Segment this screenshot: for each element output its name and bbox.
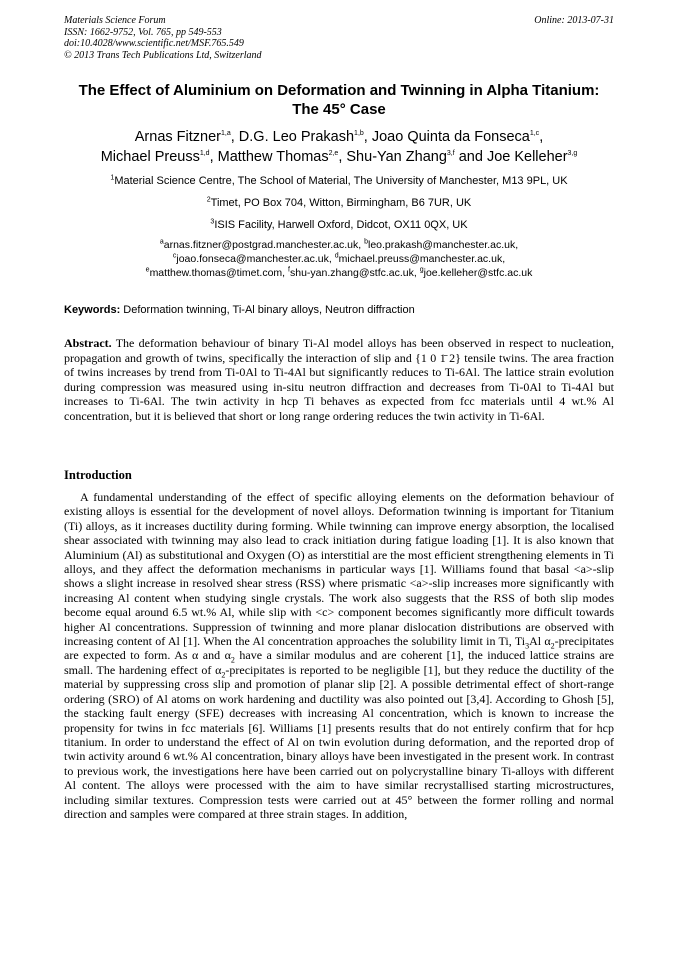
author-affiliation-mark: 3,f [446,150,455,158]
intro-text: have a similar modulus and are coherent [1], the induced lattice strains are small. The hardening effect of α [64,648,614,677]
author-separator: and [454,149,487,165]
author-separator: , [539,129,544,145]
abstract-text: The deformation behaviour of binary Ti-Al model alloys has been observed in respect to nucleation, propagation and growth of twins, specifically the interaction of slip and {1 0 1̄ 2} tensile twins. The area fraction of twins increases by trend from Ti-0Al to Ti-4Al but significantly reduces to Ti-6Al. The lattice strain evolution during compression was measured using in-situ neutron diffraction and decreases from Ti-0Al to Ti-4Al but increases to Ti-6Al. The twin activity in hcp Ti behaves as expected from fcc materials until 4 wt.% Al concentration, but it is believed that short or long range ordering reduces the twin activity in Ti-6Al. [64,336,614,423]
affiliation [64,175,614,188]
paper-title: The Effect of Aluminium on Deformation and Twinning in Alpha Titanium: The 45° Case [78,82,600,118]
email-mark: g [419,266,424,274]
author: Matthew Thomas [217,149,329,165]
subscript: 2 [550,641,555,651]
email: joe.kelleher@stfc.ac.uk [423,267,533,279]
email-mark: f [288,266,290,274]
author-affiliation-mark: 1,a [221,130,231,138]
author: Michael Preuss [100,149,200,165]
author-affiliation-mark: 1,c [529,130,540,138]
affiliation-text: Material Science Centre, The School of Material, The University of Manchester, M13 9PL, UK [114,175,568,187]
journal-header [64,15,614,61]
author-separator: , [209,149,218,165]
email: joao.fonseca@manchester.ac.uk, [176,253,335,265]
email: leo.prakash@manchester.ac.uk, [368,239,519,251]
doi: doi:10.4028/www.scientific.net/MSF.765.549 [64,38,244,49]
abstract-label: Abstract. [64,336,112,350]
keywords [64,303,614,317]
email: michael.preuss@manchester.ac.uk, [338,253,506,265]
author-separator: , [363,129,372,145]
email-list [64,238,614,280]
copyright: © 2013 Trans Tech Publications Ltd, Switzerland [64,49,262,61]
affiliation-text: ISIS Facility, Harwell Oxford, Didcot, OX11 0QX, UK [214,219,468,231]
affiliation [64,197,614,210]
intro-text: -precipitates is reported to be negligible [1], but they reduce the ductility of the material by suppressing cross slip and promotion of planar slip [2]. A possible detrimental effect of short-range ordering (SRO) of Al atoms on work hardening and ductility was also pointed out [3,4]. According to Ghosh [5], the stacking fault energy (SFE) decreases with increasing Al concentration, which is known to increase the propensity for twins in fcc materials [6]. Williams [1] presents results that do not entirely confirm that for hcp titanium. In order to understand the effect of Al on twin evolution during deformation, and the reported drop of twin activity around 6 wt.% Al concentration, binary alloys have been investigated in the present work. In contrast to previous work, the investigations here have been carried out on polycrystalline binary Ti-alloys with different Al content. The alloys were processed with the aim to have similar recrystallised starting microstructures, including similar textures. Compression tests were carried out at 45° between the former rolling and normal direction and samples were compared at three strain stages. In addition, [64,662,614,821]
keywords-text: Deformation twinning, Ti-Al binary alloys, Neutron diffraction [120,304,415,316]
affiliation-mark: 1 [110,174,115,182]
author-affiliation-mark: 2,e [328,150,339,158]
affiliation-mark: 2 [206,196,211,204]
author: Arnas Fitzner [134,129,221,145]
author-affiliation-mark: 3,g [567,150,578,158]
affiliation-text: Timet, PO Box 704, Witton, Birmingham, B6 7UR, UK [210,197,472,209]
intro-text: -precipitates are expected to form. As α and α [64,634,614,663]
abstract [64,336,614,423]
issn: ISSN: 1662-9752, Vol. 765, pp 549-553 [64,26,222,38]
email-mark: c [172,252,177,260]
affiliation-mark: 3 [210,218,215,226]
author-affiliation-mark: 1,d [199,150,210,158]
intro-text: A fundamental understanding of the effect of specific alloying elements on the deformation behaviour of existing alloys is essential for the development of novel alloys. Deformation twinning is important for Titanium (Ti) alloys, as it increases ductility during forming. While twinning can improve energy absorption, the localised shear associated with twinning may also lead to crack initiation during fatigue loading [1]. It is also known that Aluminium (Al) as substitutional and Oxygen (O) as interstitial are the most efficient strengthening elements in Ti alloys, and they affect the deformation mechanisms in particular ways [1]. Williams found that basal <a>-slip shows a slight increase in resolved shear stress (RSS) where prismatic <a>-slip increases more significantly with increasing Al content when studying single crystals. The work also suggests that the RSS of both slip modes become equal around 6.5 wt.% Al, while slip with <c> component becomes significantly more difficult towards higher Al concentrations. Suppression of twinning and more planar dislocation distributions are observed with increasing content of Al [1]. When the Al concentration approaches the solubility limit in Ti, Ti [64,490,614,649]
affiliation [64,219,614,232]
journal-name: Materials Science Forum [64,15,166,26]
author-separator: , [338,149,347,165]
email: shu-yan.zhang@stfc.ac.uk, [289,267,420,279]
section-heading: Introduction [64,468,132,482]
subscript: 2 [230,655,235,665]
email-mark: b [364,238,368,246]
introduction-paragraph [64,490,614,821]
author-list [64,127,614,167]
email-mark: a [159,238,164,246]
email: arnas.fitzner@postgrad.manchester.ac.uk, [163,239,365,251]
online-date: Online: 2013-07-31 [534,15,614,26]
author: Joao Quinta da Fonseca [371,129,530,145]
email-mark: e [145,266,150,274]
email-mark: d [334,252,339,260]
author-affiliation-mark: 1,b [354,130,364,138]
intro-text: Al α [529,634,551,649]
subscript: 3 [525,641,530,651]
author: Shu-Yan Zhang [346,149,447,165]
subscript: 2 [221,670,226,680]
email: matthew.thomas@timet.com, [149,267,289,279]
author: Joe Kelleher [486,149,568,165]
keywords-label: Keywords: [64,304,121,316]
author-separator: , [230,129,239,145]
author: D.G. Leo Prakash [238,129,355,145]
